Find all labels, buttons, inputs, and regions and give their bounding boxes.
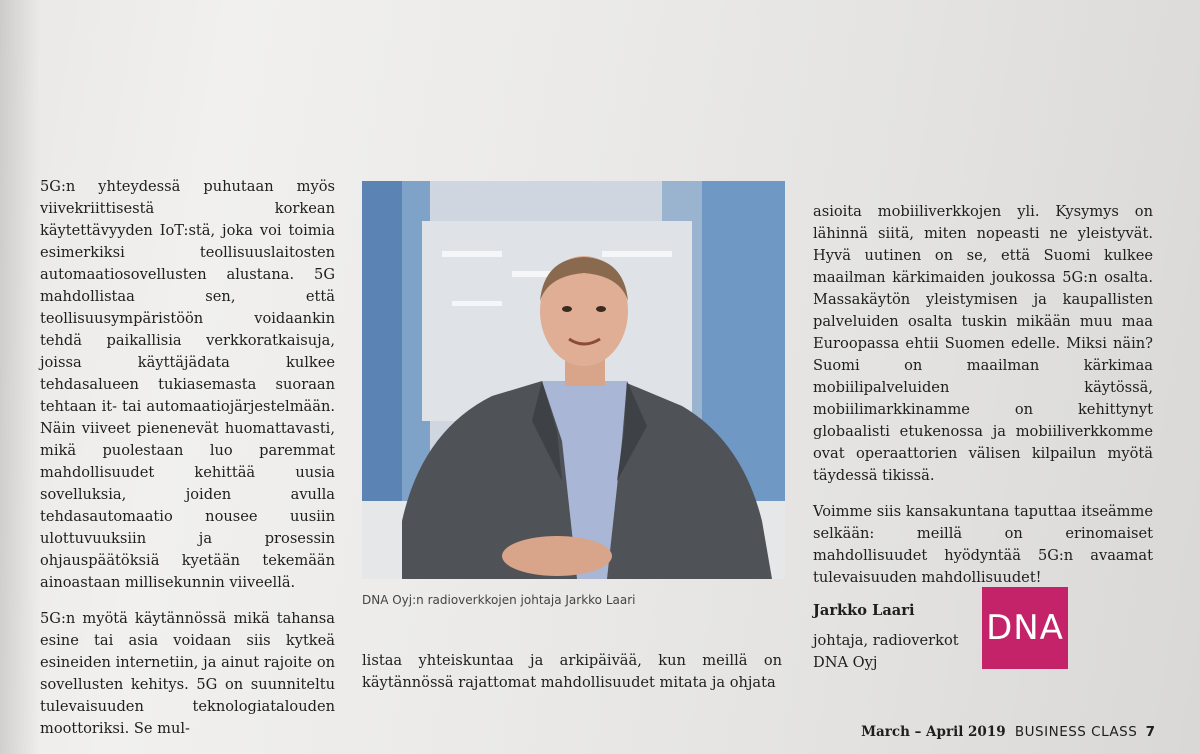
page-number: 7 (1145, 724, 1155, 740)
article-left-column (40, 176, 335, 754)
logo-text: DNA (986, 608, 1064, 648)
author-company: DNA Oyj (813, 654, 878, 671)
dna-logo (982, 587, 1068, 669)
author-name: Jarkko Laari (813, 602, 915, 619)
page-edge-shadow (0, 0, 40, 754)
paragraph: listaa yhteiskuntaa ja arkipäivää, kun meillä on käytännössä rajattomat mahdollisuudet mitata ja ohjata (362, 652, 782, 691)
author-title: johtaja, radioverkot (813, 632, 959, 649)
magazine-name: BUSINESS CLASS (1014, 724, 1138, 740)
paragraph: asioita mobiiliverkkojen yli. Kysymys on lähinnä siitä, miten nopeasti ne yleistyvät. Hyvä uutinen on se, että Suomi kulkee maailman kärkimaiden joukossa 5G:n osalta. Massakäytön yleistymisen ja kaupallisten palveluiden osalta tuskin mikään muu maa Euroopassa ehtii Suomen edelle. Miksi näin? Suomi on maailman kärkimaa mobiilipalveluiden käytössä, mobiilimarkkinamme on kehittynyt globaalisti etukenossa ja mobiiliverkkomme ovat operaattorien välisen kilpailun myötä täydessä tikissä. (813, 203, 1153, 484)
author-block (813, 600, 983, 674)
page-footer (861, 724, 1155, 740)
portrait-photo (362, 181, 785, 579)
issue-date: March – April 2019 (861, 724, 1006, 740)
article-middle-column (362, 650, 782, 708)
article-right-column (813, 201, 1153, 603)
portrait-illustration (362, 181, 785, 579)
paragraph: 5G:n myötä käytännössä mikä tahansa esine tai asia voidaan siis kytkeä esineiden internetiin, ja ainut rajoite on sovellusten kehitys. 5G on suunniteltu tulevaisuuden teknologiatalouden moottoriksi. Se mul- (40, 610, 335, 737)
paragraph: Voimme siis kansakuntana taputtaa itseämme selkään: meillä on erinomaiset mahdollisuudet hyödyntää 5G:n avaamat tulevaisuuden mahdollisuudet! (813, 503, 1153, 586)
photo-caption: DNA Oyj:n radioverkkojen johtaja Jarkko Laari (362, 593, 636, 607)
paragraph: 5G:n yhteydessä puhutaan myös viivekriittisestä korkean käytettävyyden IoT:stä, joka voi toimia esimerkiksi teollisuuslaitosten automaatiosovellusten alustana. 5G mahdollistaa sen, että teollisuusympäristöön voidaankin tehdä paikallisia verkkoratkaisuja, joissa käyttäjädata kulkee tehdasalueen tukiasemasta suoraan tehtaan it- tai automaatiojärjestelmään. Näin viiveet pienenevät huomattavasti, mikä puolestaan luo paremmat mahdollisuudet kehittää uusia sovelluksia, joiden avulla tehdasautomaatio nousee uusiin ulottuvuuksiin ja prosessin ohjauspäätöksiä kyetään tekemään ainoastaan millisekunnin viiveellä. (40, 178, 335, 591)
